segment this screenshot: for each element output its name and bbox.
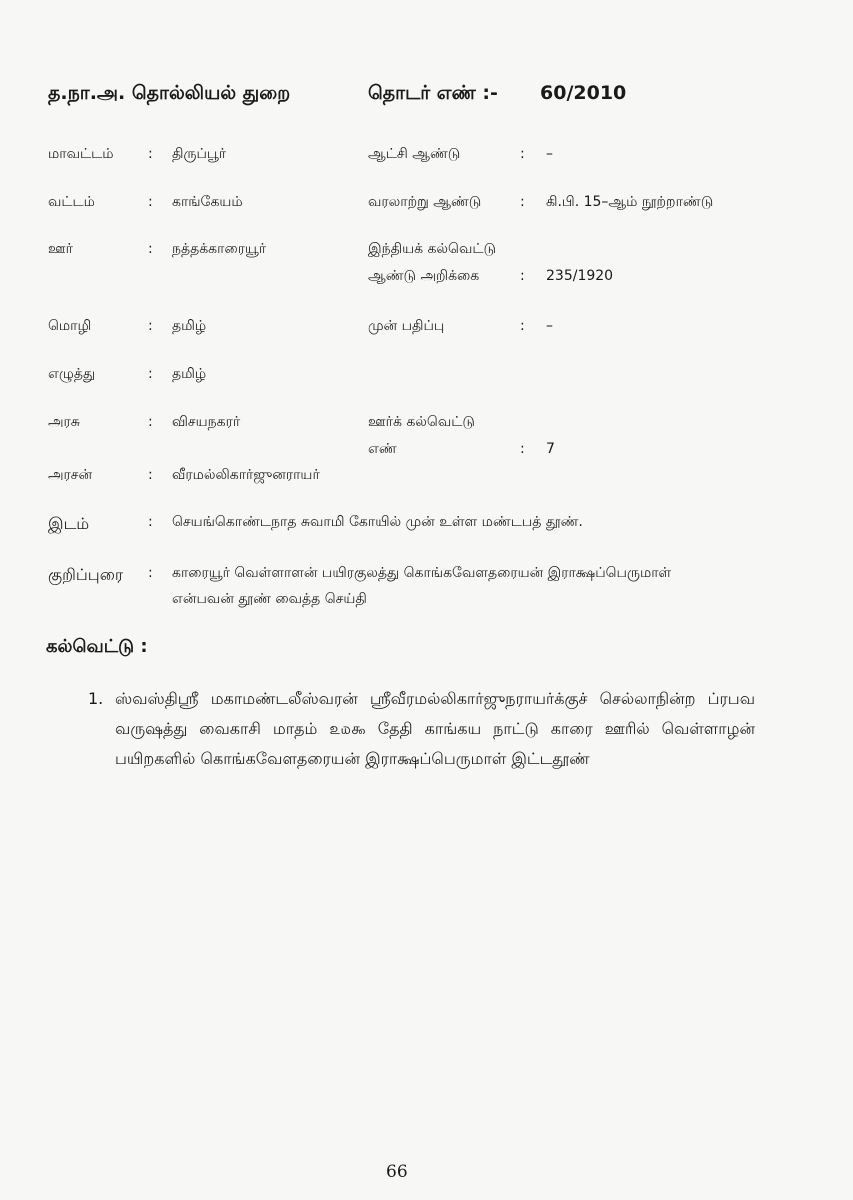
- village-colon: :: [148, 241, 153, 257]
- script-colon: :: [148, 366, 153, 382]
- language-colon: :: [148, 318, 153, 334]
- indian-epigraphy-value: 235/1920: [546, 268, 614, 284]
- regnal-year-value: –: [546, 146, 553, 162]
- district-label: மாவட்டம்: [48, 146, 114, 162]
- indian-epigraphy-colon: :: [520, 268, 525, 284]
- note-colon: :: [148, 565, 153, 581]
- language-value: தமிழ்: [172, 318, 207, 334]
- previous-publication-value: –: [546, 318, 553, 334]
- note-value-line1: காரையூர் வெள்ளாளன் பயிரகுலத்து கொங்கவேளதரையன் இராக்ஷப்பெருமாள்: [172, 565, 672, 581]
- indian-epigraphy-label-line1: இந்தியக் கல்வெட்டு: [368, 241, 496, 257]
- script-value: தமிழ்: [172, 366, 207, 382]
- inscription-heading: கல்வெட்டு :: [46, 636, 148, 657]
- historical-year-colon: :: [520, 194, 525, 210]
- inscription-line-number: 1.: [88, 689, 104, 708]
- taluk-value: காங்கேயம்: [172, 194, 243, 210]
- language-label: மொழி: [48, 318, 92, 334]
- village-label: ஊர்: [48, 241, 73, 257]
- previous-publication-colon: :: [520, 318, 525, 334]
- village-inscription-label-line2: எண்: [368, 441, 397, 457]
- previous-publication-label: முன் பதிப்பு: [368, 318, 445, 334]
- page-number: 66: [386, 1162, 408, 1182]
- dynasty-label: அரசு: [48, 414, 80, 430]
- village-inscription-label-line1: ஊர்க் கல்வெட்டு: [368, 414, 475, 430]
- note-value-line2: என்பவன் தூண் வைத்த செய்தி: [172, 591, 367, 607]
- serial-label: தொடர் எண் :-: [368, 82, 498, 104]
- historical-year-value: கி.பி. 15–ஆம் நூற்றாண்டு: [546, 194, 714, 210]
- king-value: வீரமல்லிகார்ஜுனராயர்: [172, 467, 320, 483]
- village-inscription-colon: :: [520, 441, 525, 457]
- district-colon: :: [148, 146, 153, 162]
- dynasty-value: விசயநகரர்: [172, 414, 241, 430]
- serial-number: 60/2010: [540, 82, 627, 104]
- place-value: செயங்கொண்டநாத சுவாமி கோயில் முன் உள்ள மண்டபத் தூண்.: [172, 514, 583, 530]
- note-label: குறிப்புரை: [48, 565, 124, 584]
- regnal-year-colon: :: [520, 146, 525, 162]
- department-title: த.நா.அ. தொல்லியல் துறை: [48, 82, 291, 104]
- district-value: திருப்பூர்: [172, 146, 227, 162]
- dynasty-colon: :: [148, 414, 153, 430]
- taluk-label: வட்டம்: [48, 194, 95, 210]
- taluk-colon: :: [148, 194, 153, 210]
- script-label: எழுத்து: [48, 366, 96, 382]
- village-value: நத்தக்காரையூர்: [172, 241, 267, 257]
- indian-epigraphy-label-line2: ஆண்டு அறிக்கை: [368, 268, 480, 284]
- village-inscription-value: 7: [546, 441, 555, 457]
- place-label: இடம்: [48, 514, 90, 533]
- regnal-year-label: ஆட்சி ஆண்டு: [368, 146, 461, 162]
- place-colon: :: [148, 514, 153, 530]
- king-label: அரசன்: [48, 467, 93, 483]
- king-colon: :: [148, 467, 153, 483]
- inscription-text: ஸ்வஸ்திஸ்ரீ மகாமண்டலீஸ்வரன் ஸ்ரீவீரமல்லிகார்ஜுநராயர்க்குச் செல்லாநின்ற ப்ரபவ வருஷத்து வைகாசி மாதம் ௨௰௯ தேதி காங்கய நாட்டு காரை ஊரில் வெள்ளாழன் பயிறகளில் கொங்கவேளதரையன் இராக்ஷப்பெருமாள் இட்டதூண்: [115, 689, 755, 768]
- historical-year-label: வரலாற்று ஆண்டு: [368, 194, 482, 210]
